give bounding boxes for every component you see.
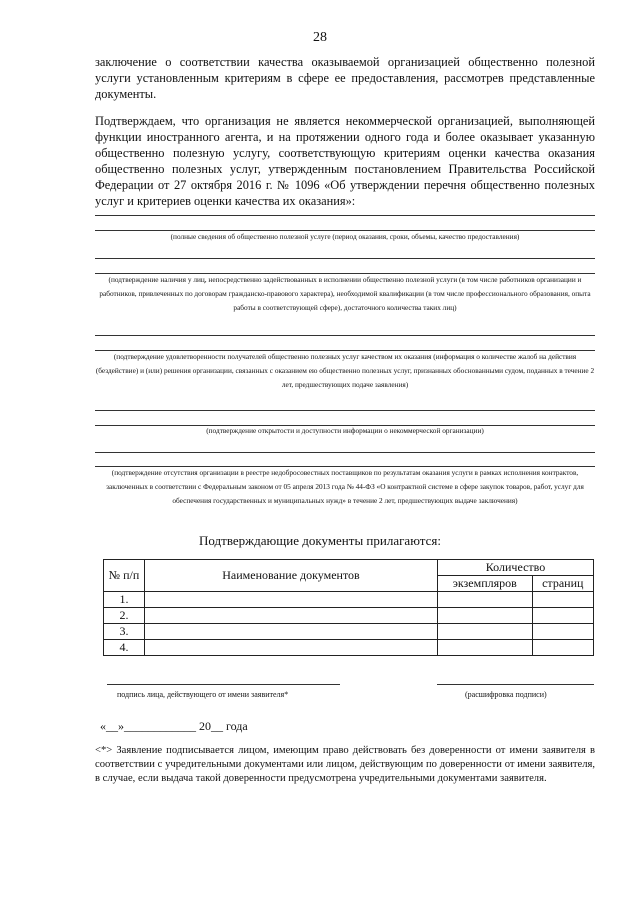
doc-name-cell[interactable] <box>145 640 438 656</box>
copies-cell[interactable] <box>438 624 533 640</box>
col-name-header: Наименование документов <box>145 560 438 592</box>
signature-line[interactable] <box>107 684 340 685</box>
copies-cell[interactable] <box>438 640 533 656</box>
openness-line-1[interactable] <box>95 410 595 411</box>
col-quantity-header: Количество <box>438 560 594 576</box>
col-pages-header: страниц <box>532 576 593 592</box>
registry-line-1[interactable] <box>95 452 595 453</box>
conclusion-paragraph: заключение о соответствии качества оказываемой организацией общественно полезной услуги установленным критериям в сфере ее предоставления, рассмотрев представленные документы. <box>95 55 595 101</box>
row-number: 1. <box>104 592 145 608</box>
decoding-line[interactable] <box>437 684 594 685</box>
footnote: <*> Заявление подписывается лицом, имеющим право действовать без доверенности от имени заявителя в соответствии с учредительными документами или лицом, действующим по доверенности от имени заявителя, в случае, если выдача такой доверенности предусмотрена учредительными документами заявителя. <box>95 745 595 784</box>
table-row <box>104 592 594 608</box>
col-copies-header: экземпляров <box>438 576 533 592</box>
satisfaction-caption: (подтверждение удовлетворенности получателей общественно полезных услуг качеством их оказания (информация о количестве жалоб на действия (бездействие) и (или) решения организации, связанных с оказанием ею общественно полезных услуг, признанных обоснованными судом, поданных в течение 2 лет, предшествующих подаче заявления) <box>95 352 595 389</box>
doc-name-cell[interactable] <box>145 624 438 640</box>
documents-table <box>103 559 594 656</box>
staff-caption: (подтверждение наличия у лиц, непосредственно задействованных в исполнении общественно полезной услуги (в том числе работников организации и работников, привлеченных по договорам гражданско-правового характера), необходимой квалификации (в том числе профессионального образования, опыта работы в соответствующей сфере), достаточного количества таких лиц) <box>99 275 591 312</box>
table-row <box>104 640 594 656</box>
satisfaction-line-1[interactable] <box>95 335 595 336</box>
col-number-header: № п/п <box>104 560 145 592</box>
date-line: «__»____________ 20__ года <box>100 719 248 733</box>
pages-cell[interactable] <box>532 592 593 608</box>
decoding-caption: (расшифровка подписи) <box>465 690 547 699</box>
doc-name-cell[interactable] <box>145 608 438 624</box>
staff-line-1[interactable] <box>95 258 595 259</box>
registry-caption: (подтверждение отсутствия организации в реестре недобросовестных поставщиков по результатам оказания услуги в рамках исполнения контрактов, заключенных в соответствии с Федеральным законом от 05 апреля 2013 года № 44-ФЗ «О контрактной системе в сфере закупок товаров, работ, услуг для обеспечения государственных и муниципальных нужд» в течение 2 лет, предшествующих выдаче заключения) <box>106 468 584 505</box>
pages-cell[interactable] <box>532 624 593 640</box>
page-number: 28 <box>313 30 327 45</box>
table-row <box>104 608 594 624</box>
row-number: 4. <box>104 640 145 656</box>
doc-name-cell[interactable] <box>145 592 438 608</box>
openness-caption: (подтверждение открытости и доступности информации о некоммерческой организации) <box>206 426 484 435</box>
service-info-line-1[interactable] <box>95 215 595 216</box>
pages-cell[interactable] <box>532 640 593 656</box>
row-number: 2. <box>104 608 145 624</box>
service-info-caption: (полные сведения об общественно полезной услуге (период оказания, сроки, объемы, качество предоставления) <box>170 232 520 241</box>
table-row <box>104 624 594 640</box>
attachments-heading: Подтверждающие документы прилагаются: <box>199 533 441 548</box>
row-number: 3. <box>104 624 145 640</box>
signature-caption: подпись лица, действующего от имени заявителя* <box>117 690 289 699</box>
confirmation-paragraph: Подтверждаем, что организация не является некоммерческой организацией, выполняющей функции иностранного агента, и на протяжении одного года и более оказывает указанную общественно полезную услугу, соответствующую критериям оценки качества оказания общественно полезных услуг, утвержденным постановлением Правительства Российской Федерации от 27 октября 2016 г. № 1096 «Об утверждении перечня общественно полезных услуг и критериев оценки качества их оказания»: <box>95 114 595 208</box>
pages-cell[interactable] <box>532 608 593 624</box>
copies-cell[interactable] <box>438 592 533 608</box>
copies-cell[interactable] <box>438 608 533 624</box>
